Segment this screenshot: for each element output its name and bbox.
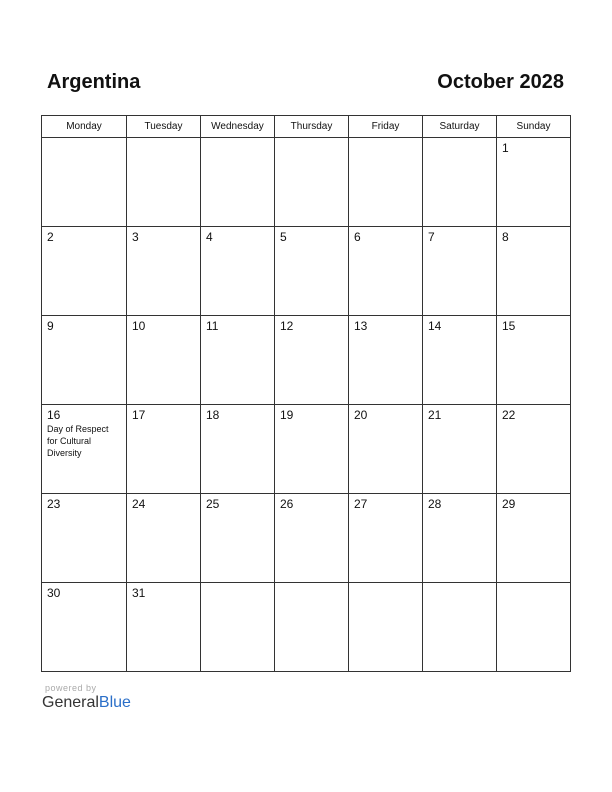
- day-cell: [275, 316, 349, 405]
- day-cell: [275, 138, 349, 227]
- day-number: 5: [280, 230, 287, 244]
- day-number: [201, 138, 274, 142]
- day-number: [275, 138, 348, 142]
- day-number: 14: [428, 319, 442, 333]
- month-title: October 2028: [437, 71, 564, 93]
- week-row: [42, 494, 571, 583]
- country-title: Argentina: [47, 71, 141, 93]
- day-number: 13: [354, 319, 368, 333]
- day-number: 9: [47, 319, 54, 333]
- day-number: 24: [132, 497, 146, 511]
- week-row: [42, 138, 571, 227]
- day-number: 12: [280, 319, 294, 333]
- week-row: [42, 316, 571, 405]
- day-number: 3: [132, 230, 139, 244]
- day-number: 26: [280, 497, 294, 511]
- day-cell: [275, 583, 349, 672]
- week-row: [42, 405, 571, 494]
- day-number: [349, 583, 422, 587]
- day-cell: [42, 405, 127, 494]
- day-number: 21: [428, 408, 442, 422]
- day-cell: [349, 583, 423, 672]
- day-cell: [423, 405, 497, 494]
- day-number: 30: [47, 586, 61, 600]
- day-cell: [423, 494, 497, 583]
- day-cell: [127, 138, 201, 227]
- day-number: 7: [428, 230, 435, 244]
- day-number: 23: [47, 497, 61, 511]
- brand-blue-text: Blue: [98, 694, 131, 711]
- day-cell: [127, 405, 201, 494]
- day-number: [127, 138, 200, 142]
- powered-by-label: powered by: [45, 683, 97, 693]
- weekday-header: Saturday: [423, 116, 497, 138]
- day-cell: [423, 316, 497, 405]
- day-number: 8: [502, 230, 509, 244]
- day-number: 19: [280, 408, 294, 422]
- day-number: 16: [47, 408, 61, 422]
- day-cell: [201, 494, 275, 583]
- holiday-label: Day of Respect for Cultural Diversity: [47, 424, 109, 458]
- day-cell: [42, 227, 127, 316]
- day-number: [423, 583, 496, 587]
- day-cell: [497, 138, 571, 227]
- day-number: 27: [354, 497, 368, 511]
- day-cell: [201, 405, 275, 494]
- day-cell: [497, 583, 571, 672]
- day-number: 6: [354, 230, 361, 244]
- day-cell: [497, 494, 571, 583]
- weekday-header: Monday: [42, 116, 127, 138]
- day-cell: [127, 494, 201, 583]
- day-cell: [201, 316, 275, 405]
- weekday-header: Friday: [349, 116, 423, 138]
- calendar-grid: [41, 115, 571, 672]
- day-cell: [423, 583, 497, 672]
- day-cell: [42, 316, 127, 405]
- day-cell: [201, 583, 275, 672]
- day-cell: [201, 227, 275, 316]
- day-number: 1: [502, 141, 509, 155]
- brand-general-text: General: [42, 694, 99, 711]
- day-cell: [127, 227, 201, 316]
- day-number: [42, 138, 126, 142]
- day-number: 17: [132, 408, 146, 422]
- day-number: 22: [502, 408, 516, 422]
- day-number: 28: [428, 497, 442, 511]
- day-number: 4: [206, 230, 213, 244]
- day-number: 2: [47, 230, 54, 244]
- day-cell: [497, 405, 571, 494]
- day-cell: [275, 494, 349, 583]
- day-cell: [42, 494, 127, 583]
- day-cell: [275, 227, 349, 316]
- day-cell: [42, 138, 127, 227]
- day-cell: [423, 138, 497, 227]
- day-cell: [349, 405, 423, 494]
- day-cell: [349, 138, 423, 227]
- day-number: [349, 138, 422, 142]
- day-cell: [349, 494, 423, 583]
- day-cell: [201, 138, 275, 227]
- day-number: 20: [354, 408, 368, 422]
- day-cell: [349, 227, 423, 316]
- day-cell: [127, 316, 201, 405]
- weekday-header: Wednesday: [201, 116, 275, 138]
- weekday-header-row: [42, 116, 571, 138]
- week-row: [42, 227, 571, 316]
- day-cell: [127, 583, 201, 672]
- day-cell: [275, 405, 349, 494]
- day-cell: [349, 316, 423, 405]
- weekday-header: Tuesday: [127, 116, 201, 138]
- week-row: [42, 583, 571, 672]
- day-number: [423, 138, 496, 142]
- day-number: 15: [502, 319, 516, 333]
- day-number: 25: [206, 497, 220, 511]
- day-number: 29: [502, 497, 516, 511]
- day-cell: [497, 227, 571, 316]
- day-cell: [423, 227, 497, 316]
- day-number: 11: [206, 319, 219, 333]
- day-number: [201, 583, 274, 587]
- day-cell: [497, 316, 571, 405]
- day-cell: [42, 583, 127, 672]
- day-number: 31: [132, 586, 146, 600]
- weekday-header: Sunday: [497, 116, 571, 138]
- weekday-header: Thursday: [275, 116, 349, 138]
- day-number: 10: [132, 319, 146, 333]
- day-number: 18: [206, 408, 220, 422]
- day-number: [497, 583, 570, 587]
- day-number: [275, 583, 348, 587]
- generalblue-logo[interactable]: [42, 694, 131, 712]
